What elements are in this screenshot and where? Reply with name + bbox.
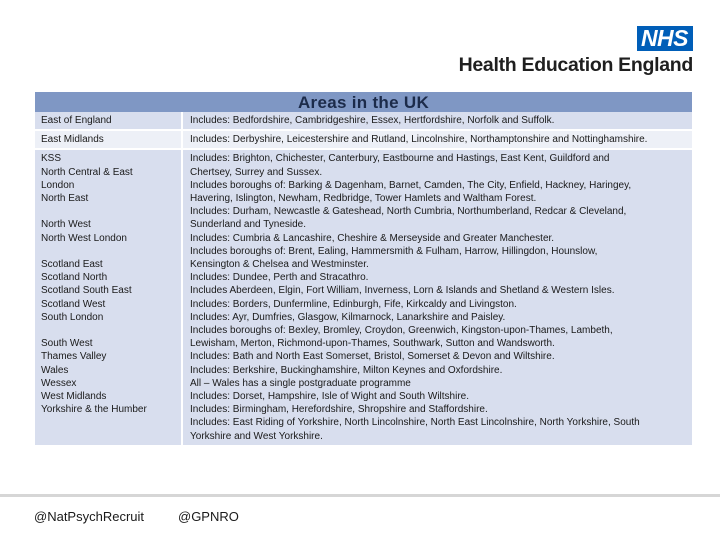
area-name: [41, 245, 181, 258]
area-name: North East: [41, 193, 89, 205]
area-name: Scotland West: [41, 298, 106, 310]
area-description-line: Lewisham, Merton, Richmond-upon-Thames, Southwark, Sutton and Wandsworth.: [190, 338, 555, 350]
area-name: Scotland South East: [41, 285, 132, 297]
area-name: [41, 205, 181, 218]
area-description-cell: [183, 112, 692, 129]
area-description-line: Chertsey, Surrey and Sussex.: [190, 166, 323, 178]
area-name-cell: [35, 131, 183, 148]
areas-table: [35, 112, 692, 445]
area-description-line: Includes: Borders, Dunfermline, Edinburgh, Fife, Kirkcaldy and Livingston.: [190, 298, 517, 310]
area-description-line: Havering, Islington, Newham, Redbridge, Tower Hamlets and Waltham Forest.: [190, 193, 537, 205]
area-description-line: Includes boroughs of: Barking & Dagenham, Barnet, Camden, The City, Enfield, Hackney, Haringey,: [190, 179, 632, 191]
twitter-handle-natpsych: @NatPsychRecruit: [34, 509, 145, 524]
area-description-line: Includes: Bath and North East Somerset, Bristol, Somerset & Devon and Wiltshire.: [190, 351, 555, 363]
area-description-line: Sunderland and Tyneside.: [190, 219, 307, 231]
area-description-line: Includes: Durham, Newcastle & Gateshead, North Cumbria, Northumberland, Redcar & Cleveland,: [190, 206, 627, 218]
area-name-cell: [35, 112, 183, 129]
area-description-line: Includes: Dorset, Hampshire, Isle of Wight and South Wiltshire.: [190, 391, 470, 403]
page-title: Areas in the UK: [297, 93, 430, 112]
area-name: East of England: [41, 115, 112, 126]
areas-panel: [35, 92, 692, 462]
area-description-line: Includes: Brighton, Chichester, Canterbury, Eastbourne and Hastings, East Kent, Guildford and: [190, 153, 610, 165]
footer-divider: [0, 494, 720, 497]
area-name: [41, 324, 181, 337]
area-name: West Midlands: [41, 391, 107, 403]
area-name: Wales: [41, 364, 69, 376]
area-name: South London: [41, 311, 104, 323]
twitter-handle-gpnro: @GPNRO: [178, 509, 239, 524]
area-name: Yorkshire & the Humber: [41, 404, 147, 416]
area-description-line: Includes: Ayr, Dumfries, Glasgow, Kilmarnock, Lanarkshire and Paisley.: [190, 311, 506, 323]
area-description-line: Yorkshire and West Yorkshire.: [190, 430, 323, 442]
area-name: North West: [41, 219, 91, 231]
area-description-line: Includes: Derbyshire, Leicestershire and Rutland, Lincolnshire, Northamptonshire and Nottinghamshire.: [190, 134, 648, 146]
organisation-name: Health Education England: [458, 54, 693, 76]
area-description-line: Includes: Bedfordshire, Cambridgeshire, Essex, Hertfordshire, Norfolk and Suffolk.: [190, 115, 555, 126]
table-row: [35, 129, 692, 148]
area-description-cell: [183, 150, 692, 444]
area-description-line: Includes boroughs of: Brent, Ealing, Hammersmith & Fulham, Harrow, Hillingdon, Hounslow,: [190, 245, 598, 257]
nhs-logo-badge: NHS: [637, 26, 693, 51]
area-name: South West: [41, 338, 93, 350]
area-name: North West London: [41, 232, 127, 244]
area-name-cell: [35, 150, 183, 444]
table-row: [35, 112, 692, 129]
area-description-line: Includes Aberdeen, Elgin, Fort William, Inverness, Lorn & Islands and Shetland & Western Isles.: [190, 285, 615, 297]
area-name: KSS: [41, 153, 62, 165]
area-description-line: All – Wales has a single postgraduate programme: [190, 377, 411, 389]
area-name: Thames Valley: [41, 351, 107, 363]
area-name: Wessex: [41, 377, 77, 389]
area-name: Scotland North: [41, 272, 108, 284]
area-name: East Midlands: [41, 134, 104, 146]
area-name: North Central & East: [41, 166, 133, 178]
area-description-line: Kensington & Chelsea and Westminster.: [190, 259, 369, 271]
area-description-line: Includes: East Riding of Yorkshire, North Lincolnshire, North East Lincolnshire, North Yorkshire, South: [190, 417, 640, 429]
area-description-line: Includes boroughs of: Bexley, Bromley, Croydon, Greenwich, Kingston-upon-Thames, Lambeth,: [190, 325, 613, 337]
area-name: London: [41, 179, 75, 191]
area-description-line: Includes: Birmingham, Herefordshire, Shropshire and Staffordshire.: [190, 404, 488, 416]
table-row: [35, 148, 692, 444]
area-description-line: Includes: Berkshire, Buckinghamshire, Milton Keynes and Oxfordshire.: [190, 364, 503, 376]
area-description-line: Includes: Dundee, Perth and Stracathro.: [190, 272, 369, 284]
area-description-line: Includes: Cumbria & Lancashire, Cheshire & Merseyside and Greater Manchester.: [190, 232, 555, 244]
area-description-cell: [183, 131, 692, 148]
area-name: Scotland East: [41, 259, 103, 271]
